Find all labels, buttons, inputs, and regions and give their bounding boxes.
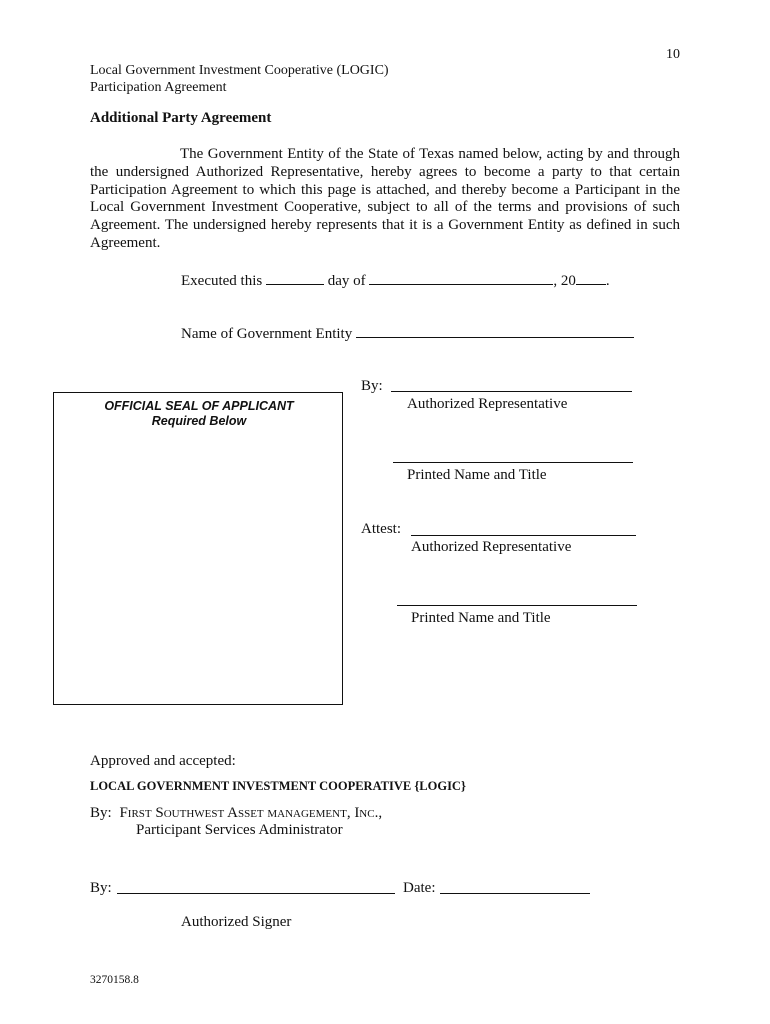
signer-signature-field[interactable]	[117, 893, 395, 894]
approved-accepted-text: Approved and accepted:	[90, 753, 236, 769]
header-title: Local Government Investment Cooperative (LOGIC)	[90, 63, 389, 78]
authorized-representative-label-1: Authorized Representative	[407, 396, 568, 412]
executed-day-field[interactable]	[266, 270, 324, 285]
official-seal-box	[53, 392, 343, 705]
executed-end: .	[605, 273, 610, 289]
document-id: 3270158.8	[90, 974, 139, 986]
entity-name-label: Name of Government Entity	[181, 326, 353, 342]
by-signature-field[interactable]	[391, 391, 632, 392]
executed-prefix: Executed this	[181, 273, 263, 289]
agreement-paragraph	[90, 146, 680, 253]
date-field[interactable]	[440, 893, 590, 894]
executed-year-field[interactable]	[576, 270, 606, 285]
printed-name-label-2: Printed Name and Title	[411, 610, 551, 626]
administrator-role: Participant Services Administrator	[136, 822, 343, 838]
authorized-signer-label: Authorized Signer	[181, 914, 292, 930]
printed-name-field-2[interactable]	[397, 605, 637, 606]
cooperative-name: LOCAL GOVERNMENT INVESTMENT COOPERATIVE {LOGIC}	[90, 779, 466, 793]
page-number: 10	[666, 47, 680, 62]
agreement-paragraph-text: The Government Entity of the State of Texas named below, acting by and through the undersigned Authorized Representative, hereby agrees to become a party to that certain Participation Agreement to which this page is attached, and thereby become a Participant in the Local Government Investment Cooperative, subject to all of the terms and provisions of such Agreement. The undersigned hereby represents that it is a Government Entity as defined in such Agreement.	[90, 146, 680, 251]
seal-title: OFFICIAL SEAL OF APPLICANT	[104, 399, 294, 413]
administrator-firm: First Southwest Asset management, Inc.,	[119, 805, 383, 821]
entity-name-line	[181, 323, 634, 343]
by-label: By:	[361, 378, 383, 394]
attest-signature-field[interactable]	[411, 535, 636, 536]
approval-by-label: By:	[90, 805, 112, 821]
executed-month-field[interactable]	[369, 270, 553, 285]
date-label: Date:	[403, 880, 436, 896]
seal-subtitle: Required Below	[151, 414, 247, 428]
section-heading: Additional Party Agreement	[90, 110, 272, 126]
executed-day-of: day of	[327, 273, 366, 289]
executed-year-prefix: , 20	[553, 273, 576, 289]
header-subtitle: Participation Agreement	[90, 80, 227, 95]
approval-by-line	[90, 804, 382, 822]
signer-by-label: By:	[90, 880, 112, 896]
seal-title-block	[54, 399, 344, 429]
printed-name-field-1[interactable]	[393, 462, 633, 463]
printed-name-label-1: Printed Name and Title	[407, 467, 547, 483]
authorized-representative-label-2: Authorized Representative	[411, 539, 572, 555]
attest-label: Attest:	[361, 521, 401, 537]
entity-name-field[interactable]	[356, 323, 634, 338]
executed-line	[181, 270, 610, 290]
